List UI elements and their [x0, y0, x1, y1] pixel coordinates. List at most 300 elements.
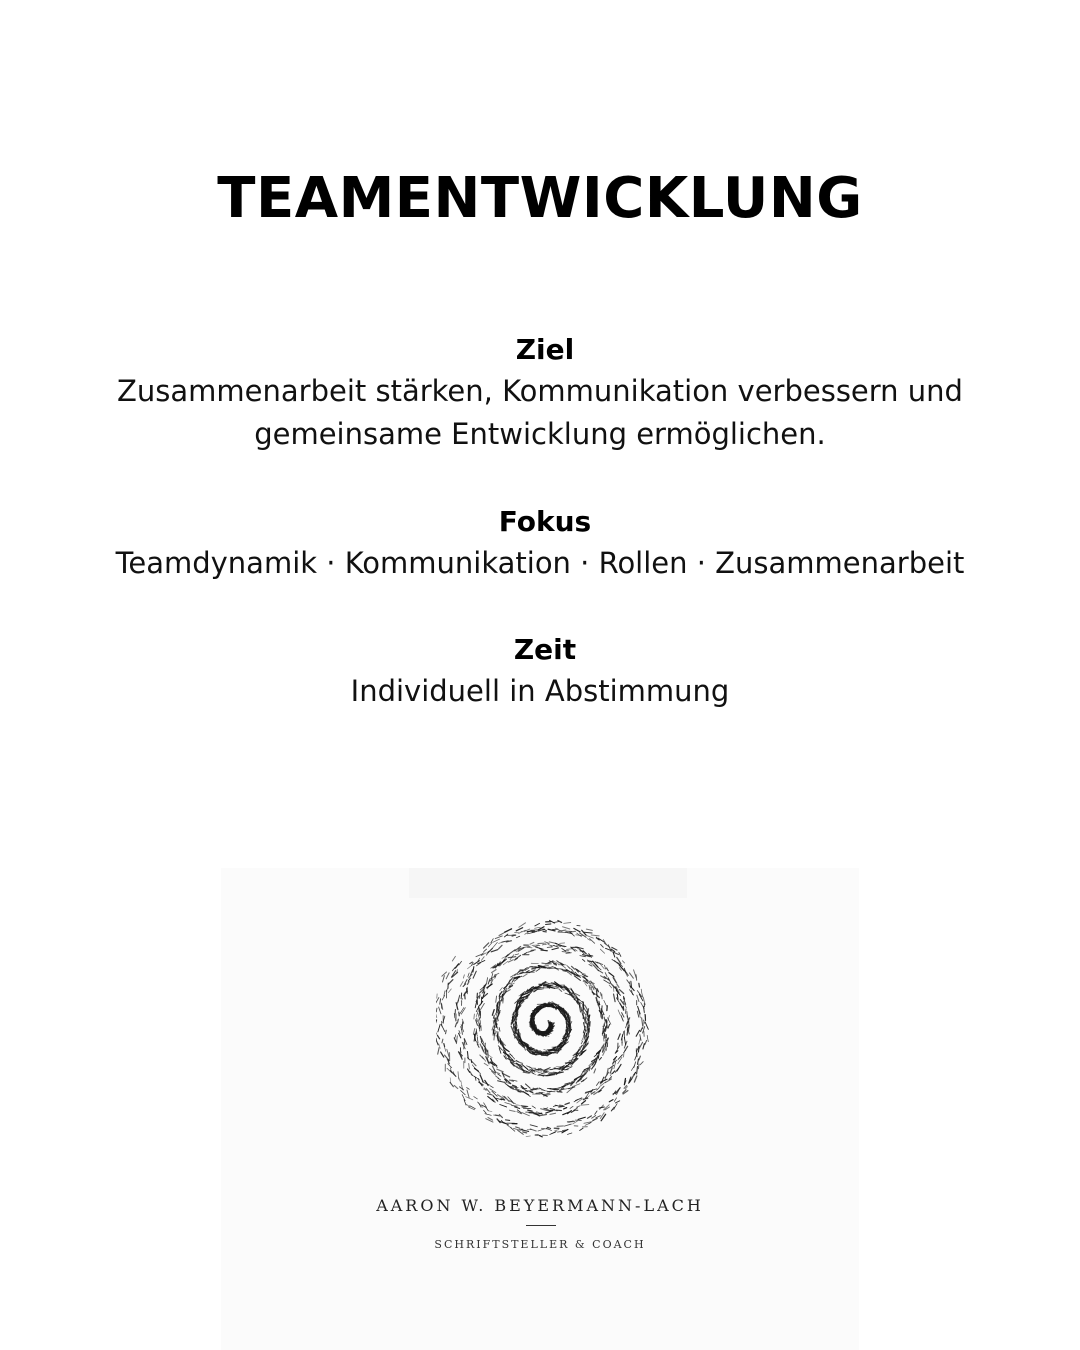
spiral-stroke	[512, 1105, 517, 1106]
spiral-stroke	[448, 989, 451, 993]
spiral-stroke	[448, 980, 453, 985]
spiral-stroke	[498, 1074, 501, 1076]
spiral-stroke	[618, 1057, 622, 1064]
spiral-stroke	[577, 1106, 580, 1107]
spiral-stroke	[510, 950, 515, 954]
spiral-stroke	[600, 993, 601, 996]
spiral-stroke	[643, 1044, 644, 1049]
spiral-stroke	[609, 973, 614, 977]
spiral-stroke	[491, 950, 497, 952]
spiral-stroke	[467, 1088, 470, 1090]
spiral-stroke	[599, 939, 603, 941]
spiral-stroke	[637, 1067, 638, 1074]
spiral-stroke	[594, 1054, 597, 1056]
spiral-stroke	[452, 956, 455, 961]
spiral-stroke	[610, 1068, 612, 1073]
spiral-stroke	[550, 988, 558, 989]
spiral-stroke	[436, 1012, 437, 1018]
spiral-stroke	[462, 1095, 465, 1101]
spiral-stroke	[438, 1048, 439, 1054]
spiral-stroke	[497, 1119, 500, 1123]
spiral-stroke	[598, 970, 603, 973]
section-body-ziel: Zusammenarbeit stärken, Kommunikation verbessern und gemeinsame Entwicklung ermöglichen.	[117, 374, 963, 451]
spiral-stroke	[567, 1121, 574, 1122]
spiral-stroke	[505, 929, 512, 932]
spiral-stroke	[459, 961, 462, 965]
spiral-stroke	[477, 1037, 478, 1043]
spiral-stroke	[488, 1111, 492, 1112]
spiral-stroke	[581, 1041, 583, 1044]
spiral-stroke	[441, 1052, 444, 1057]
spiral-stroke	[454, 1085, 458, 1088]
spiral-stroke	[531, 950, 535, 951]
spiral-stroke	[614, 994, 616, 1002]
spiral-stroke	[599, 1057, 601, 1059]
spiral-stroke	[487, 984, 492, 988]
spiral-stroke	[516, 1105, 519, 1106]
spiral-stroke	[585, 983, 587, 986]
spiral-stroke	[458, 995, 460, 1002]
spiral-stroke	[645, 1040, 647, 1044]
spiral-stroke	[523, 1092, 528, 1095]
spiral-stroke	[455, 1010, 456, 1018]
spiral-stroke	[638, 1064, 639, 1069]
spiral-stroke	[505, 1102, 512, 1104]
spiral-stroke	[521, 1087, 527, 1091]
spiral-stroke	[493, 942, 498, 948]
spiral-stroke	[493, 939, 500, 942]
spiral-stroke	[519, 923, 526, 927]
spiral-stroke	[563, 946, 566, 947]
spiral-stroke	[445, 1055, 449, 1060]
spiral-stroke	[503, 961, 507, 964]
brand-divider	[526, 1225, 556, 1226]
spiral-stroke	[538, 989, 544, 990]
spiral-stroke	[530, 1089, 533, 1090]
spiral-stroke	[444, 1047, 445, 1051]
spiral-stroke	[609, 985, 612, 988]
spiral-stroke	[535, 927, 541, 928]
spiral-stroke	[482, 1057, 486, 1062]
spiral-stroke	[562, 952, 570, 953]
spiral-stroke	[619, 990, 623, 994]
spiral-stroke	[497, 1026, 498, 1030]
spiral-stroke	[550, 1113, 556, 1114]
spiral-stroke	[473, 1029, 474, 1035]
spiral-stroke	[526, 1084, 531, 1088]
spiral-stroke	[443, 976, 445, 982]
spiral-stroke	[622, 1013, 624, 1017]
spiral-stroke	[519, 931, 522, 933]
spiral-stroke	[567, 1133, 572, 1135]
spiral-stroke	[580, 956, 586, 957]
spiral-stroke	[643, 1006, 644, 1012]
spiral-stroke	[614, 1062, 616, 1069]
spiral-stroke	[634, 1076, 636, 1082]
spiral-stroke	[466, 1104, 469, 1107]
spiral-stroke	[601, 1114, 606, 1121]
spiral-stroke	[528, 951, 534, 953]
spiral-stroke	[629, 982, 630, 988]
spiral-stroke	[632, 1076, 633, 1079]
spiral-stroke	[458, 1072, 459, 1079]
logo-card	[221, 868, 859, 1350]
spiral-stroke	[627, 1016, 628, 1020]
spiral-stroke	[605, 973, 607, 977]
spiral-stroke	[627, 980, 630, 984]
spiral-stroke	[524, 953, 527, 955]
spiral-stroke	[516, 936, 519, 937]
spiral-stroke	[629, 973, 633, 978]
spiral-stroke	[490, 1086, 493, 1088]
spiral-stroke	[499, 933, 504, 936]
spiral-stroke	[600, 949, 604, 953]
spiral-stroke	[545, 942, 550, 944]
spiral-stroke	[590, 939, 595, 944]
section-fokus	[0, 502, 1080, 585]
spiral-stroke	[530, 1092, 533, 1093]
spiral-stroke	[615, 1101, 619, 1103]
spiral-stroke	[547, 947, 552, 948]
spiral-stroke	[647, 1035, 648, 1041]
spiral-stroke	[500, 1104, 507, 1106]
spiral-stroke	[508, 960, 513, 962]
spiral-stroke	[436, 1008, 437, 1012]
spiral-stroke	[589, 985, 590, 990]
spiral-stroke	[438, 1024, 440, 1032]
spiral-stroke	[491, 979, 493, 982]
spiral-stroke	[532, 969, 536, 970]
spiral-stroke	[564, 923, 571, 924]
spiral-stroke	[461, 993, 462, 999]
spiral-stroke	[638, 1046, 639, 1052]
spiral-stroke	[532, 1106, 535, 1108]
spiral-stroke	[547, 1127, 551, 1128]
spiral-stroke	[580, 1128, 583, 1130]
spiral-stroke	[591, 935, 599, 936]
spiral-stroke	[608, 1024, 610, 1028]
spiral-stroke	[592, 1116, 596, 1119]
spiral-stroke	[479, 995, 480, 998]
spiral-stroke	[557, 1091, 562, 1092]
spiral-stroke	[522, 1113, 529, 1116]
spiral-stroke	[548, 945, 551, 946]
spiral-stroke	[461, 1090, 466, 1094]
spiral-stroke	[467, 1090, 469, 1098]
spiral-stroke	[583, 1099, 588, 1100]
spiral-stroke	[446, 1030, 447, 1034]
spiral-stroke	[582, 959, 584, 961]
spiral-stroke	[596, 1082, 599, 1086]
spiral-stroke	[488, 1094, 493, 1095]
spiral-stroke	[436, 998, 439, 1005]
spiral-stroke	[604, 1017, 605, 1021]
spiral-stroke	[604, 980, 610, 984]
spiral-stroke	[604, 1000, 607, 1006]
spiral-stroke	[563, 927, 570, 929]
spiral-stroke	[460, 982, 463, 987]
spiral-stroke	[496, 1076, 499, 1078]
spiral-stroke	[543, 931, 546, 932]
spiral-stroke	[609, 1100, 613, 1102]
spiral-stroke	[473, 967, 474, 972]
spiral-stroke	[516, 928, 522, 931]
spiral-stroke	[637, 1011, 639, 1017]
spiral-stroke	[538, 1129, 544, 1131]
spiral-stroke	[562, 965, 566, 968]
spiral-stroke	[570, 932, 575, 936]
spiral-stroke	[570, 1106, 573, 1108]
spiral-stroke	[642, 1018, 643, 1026]
spiral-stroke	[492, 970, 496, 973]
spiral-stroke	[539, 1136, 542, 1137]
spiral-stroke	[587, 936, 593, 939]
spiral-stroke	[467, 982, 469, 985]
spiral-stroke	[539, 1115, 546, 1116]
spiral-stroke	[468, 973, 469, 977]
spiral-stroke	[459, 1012, 460, 1016]
spiral-stroke	[436, 1036, 437, 1040]
spiral-stroke	[613, 977, 616, 983]
spiral-stroke	[550, 1109, 554, 1110]
spiral-stroke	[484, 1110, 487, 1113]
spiral-stroke	[644, 1020, 645, 1023]
spiral-stroke	[492, 1010, 494, 1016]
spiral-stroke	[600, 1086, 604, 1090]
spiral-stroke	[459, 1031, 460, 1034]
spiral-stroke	[544, 966, 549, 967]
spiral-stroke	[455, 964, 459, 968]
spiral-stroke	[603, 1035, 604, 1041]
spiral-stroke	[555, 987, 558, 988]
spiral-stroke	[593, 965, 598, 971]
spiral-stroke	[447, 983, 448, 988]
spiral-stroke	[473, 971, 476, 978]
spiral-stroke	[468, 1069, 470, 1072]
spiral-stroke	[563, 971, 566, 972]
spiral-stroke	[576, 935, 583, 936]
spiral-stroke	[581, 1105, 589, 1106]
spiral-stroke	[645, 1022, 648, 1029]
spiral-stroke	[505, 1120, 509, 1121]
spiral-stroke	[639, 983, 640, 987]
spiral-stroke	[530, 1125, 537, 1127]
spiral-stroke	[540, 949, 543, 950]
spiral-stroke	[564, 1108, 567, 1109]
spiral-stroke	[446, 973, 449, 979]
spiral-stroke	[520, 1035, 521, 1039]
spiral-stroke	[495, 973, 499, 975]
spiral-stroke	[470, 962, 473, 964]
spiral-stroke	[468, 1107, 474, 1110]
spiral-stroke	[523, 974, 527, 977]
spiral-stroke	[454, 1038, 456, 1042]
spiral-stroke	[436, 1039, 438, 1045]
spiral-stroke	[442, 1039, 443, 1043]
spiral-stroke	[578, 1117, 585, 1119]
spiral-stroke	[480, 1037, 482, 1042]
section-zeit	[0, 630, 1080, 713]
spiral-stroke	[455, 1023, 456, 1027]
spiral-stroke	[566, 953, 571, 954]
spiral-stroke	[553, 922, 559, 923]
spiral-stroke	[639, 1042, 643, 1049]
spiral-stroke	[462, 1022, 463, 1028]
spiral-stroke	[498, 1095, 504, 1099]
spiral-stroke	[550, 1069, 557, 1070]
spiral-stroke	[581, 973, 585, 974]
spiral-stroke	[587, 1116, 591, 1118]
spiral-stroke	[484, 949, 487, 951]
spiral-stroke	[457, 1019, 458, 1023]
spiral-icon	[436, 906, 656, 1141]
spiral-stroke	[472, 963, 473, 966]
spiral-stroke	[546, 924, 551, 925]
spiral-stroke	[535, 923, 540, 926]
spiral-stroke	[471, 1060, 472, 1063]
spiral-stroke	[459, 1033, 461, 1038]
spiral-stroke	[614, 961, 619, 965]
spiral-stroke	[619, 953, 621, 957]
spiral-stroke	[608, 945, 611, 952]
spiral-stroke	[488, 1050, 489, 1057]
spiral-stroke	[497, 1069, 503, 1072]
spiral-stroke	[475, 1002, 476, 1008]
spiral-stroke	[636, 1030, 639, 1036]
spiral-stroke	[586, 929, 592, 930]
spiral-stroke	[527, 947, 532, 948]
spiral-stroke	[510, 1054, 513, 1056]
spiral-stroke	[528, 1110, 532, 1111]
spiral-stroke	[565, 1103, 569, 1105]
spiral-stroke	[595, 1111, 597, 1114]
spiral-stroke	[513, 1023, 514, 1026]
spiral-stroke	[639, 1056, 640, 1060]
spiral-stroke	[515, 1107, 520, 1109]
spiral-stroke	[596, 1116, 600, 1118]
spiral-stroke	[516, 1127, 520, 1128]
spiral-stroke	[456, 1036, 457, 1044]
spiral-stroke	[617, 984, 619, 987]
spiral-stroke	[620, 1003, 623, 1008]
spiral-stroke	[532, 931, 537, 932]
spiral-stroke	[450, 1082, 453, 1086]
spiral-stroke	[481, 957, 484, 961]
spiral-stroke	[522, 1130, 529, 1132]
spiral-stroke	[495, 975, 496, 978]
spiral-stroke	[496, 1072, 500, 1074]
spiral-stroke	[440, 999, 441, 1004]
spiral-stroke	[487, 978, 488, 984]
spiral-stroke	[599, 1107, 604, 1108]
spiral-stroke	[495, 936, 502, 939]
spiral-stroke	[523, 1132, 527, 1133]
spiral-stroke	[500, 987, 503, 990]
spiral-stroke	[436, 1031, 437, 1034]
spiral-stroke	[496, 996, 497, 1002]
spiral-stroke	[572, 1084, 579, 1087]
spiral-stroke	[521, 1106, 528, 1107]
spiral-stroke	[597, 989, 598, 992]
spiral-stroke	[614, 1104, 617, 1109]
spiral-stroke	[463, 975, 464, 978]
section-heading-zeit: Zeit	[513, 633, 577, 666]
spiral-stroke	[618, 1034, 620, 1040]
spiral-stroke	[639, 1038, 640, 1044]
spiral-stroke	[632, 990, 633, 994]
spiral-stroke	[570, 931, 576, 932]
spiral-stroke	[542, 1128, 549, 1129]
spiral-stroke	[592, 992, 594, 994]
spiral-stroke	[640, 1062, 643, 1065]
spiral-stroke	[506, 954, 509, 956]
spiral-stroke	[572, 966, 575, 969]
spiral-stroke	[515, 954, 519, 955]
spiral-stroke	[558, 921, 562, 923]
spiral-stroke	[622, 961, 624, 963]
spiral-stroke	[552, 948, 559, 950]
spiral-stroke	[485, 1114, 491, 1116]
spiral-stroke	[605, 965, 606, 969]
spiral-stroke	[477, 1018, 478, 1021]
spiral-stroke	[538, 1072, 542, 1073]
spiral-stroke	[564, 1124, 571, 1126]
spiral-stroke	[484, 943, 489, 948]
section-body-zeit: Individuell in Abstimmung	[350, 674, 730, 708]
spiral-stroke	[436, 1020, 437, 1028]
spiral-stroke	[550, 1131, 557, 1135]
spiral-stroke	[447, 1049, 449, 1056]
spiral-stroke	[582, 1101, 586, 1104]
spiral-stroke	[625, 1009, 626, 1014]
spiral-stroke	[541, 950, 547, 951]
spiral-stroke	[631, 1066, 634, 1071]
spiral-stroke	[439, 1007, 441, 1014]
spiral-stroke	[480, 1055, 484, 1059]
spiral-stroke	[484, 1063, 488, 1065]
spiral-stroke	[601, 944, 604, 947]
brand-name: AARON W. BEYERMANN-LACH	[376, 1196, 704, 1215]
spiral-stroke	[530, 942, 534, 944]
spiral-stroke	[618, 1010, 620, 1015]
spiral-stroke	[589, 965, 592, 967]
spiral-stroke	[486, 1089, 490, 1093]
spiral-stroke	[474, 1014, 475, 1019]
spiral-stroke	[584, 932, 592, 933]
section-heading-fokus: Fokus	[498, 505, 592, 538]
brand-tagline: SCHRIFTSTELLER & COACH	[434, 1238, 646, 1251]
spiral-stroke	[455, 1035, 456, 1038]
spiral-stroke	[562, 949, 566, 952]
spiral-stroke	[559, 989, 562, 992]
spiral-stroke	[507, 1125, 511, 1128]
section-ziel	[0, 330, 1080, 456]
spiral-stroke	[499, 1028, 500, 1032]
spiral-stroke	[526, 1136, 530, 1137]
spiral-stroke	[498, 1081, 505, 1083]
spiral-stroke	[495, 1115, 498, 1116]
spiral-stroke	[530, 1129, 536, 1131]
spiral-stroke	[437, 1035, 439, 1038]
spiral-stroke	[513, 1085, 517, 1086]
spiral-stroke	[594, 1069, 596, 1073]
spiral-stroke	[477, 1102, 482, 1107]
spiral-stroke	[444, 1044, 445, 1047]
section-heading-ziel: Ziel	[515, 333, 575, 366]
spiral-stroke	[641, 1028, 643, 1032]
spiral-stroke	[617, 994, 618, 999]
spiral-stroke	[543, 967, 549, 968]
